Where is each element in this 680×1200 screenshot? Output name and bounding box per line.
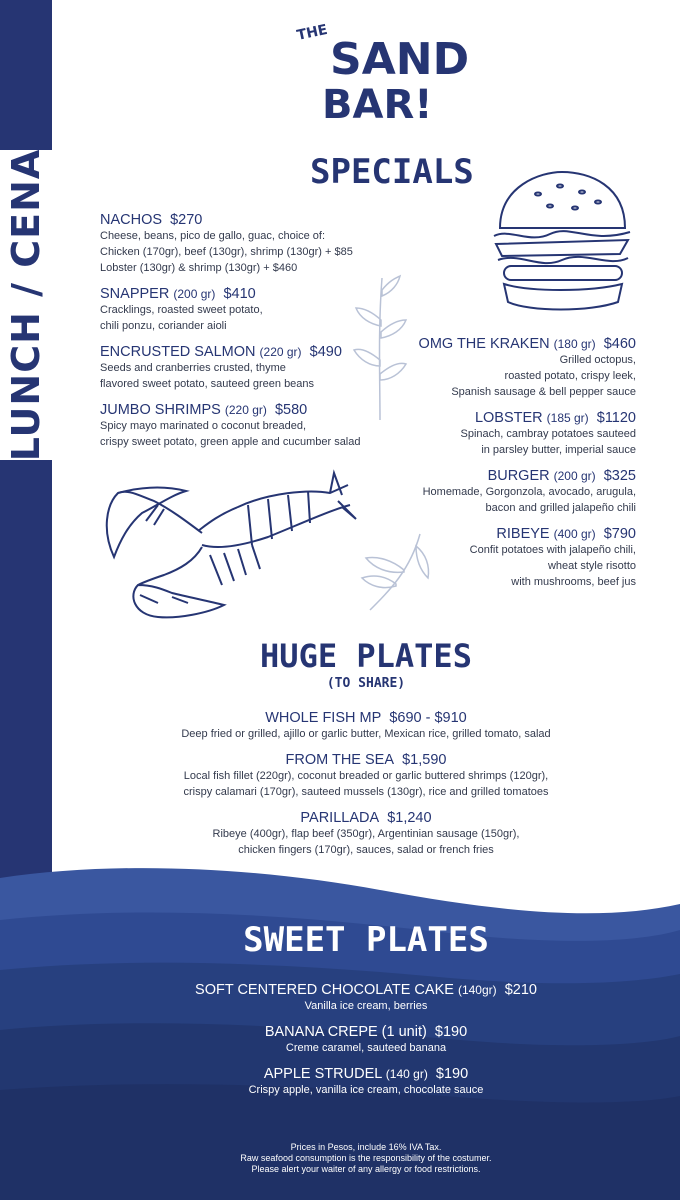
burger-illustration (490, 166, 635, 316)
footer-line: Raw seafood consumption is the responsibility of the costumer. (240, 1153, 492, 1163)
menu-item-salmon: ENCRUSTED SALMON (220 gr) $490 Seeds and cranberries crusted, thyme flavored sweet potato, sauteed green beans (100, 344, 342, 390)
brand-logo (290, 12, 470, 130)
menu-item-lobster: LOBSTER (185 gr) $1120 Spinach, cambray potatoes sauteed in parsley butter, imperial sauce (460, 410, 636, 456)
footer-line: Please alert your waiter of any allergy or food restrictions. (251, 1164, 481, 1174)
sidebar-label: LUNCH / CENA (4, 148, 48, 462)
menu-item-nachos: NACHOS $270 Cheese, beans, pico de gallo, guac, choice of: Chicken (170gr), beef (130gr), shrimp (130gr) + $85 Lobster (130gr) & shrimp (130gr) + $460 (100, 212, 353, 274)
menu-item-banana-crepe: BANANA CREPE (1 unit) $190 Creme caramel, sauteed banana (264, 1024, 468, 1054)
huge-plates-title: HUGE PLATES (260, 637, 472, 675)
logo-the: THE (295, 21, 330, 44)
specials-title: SPECIALS (310, 152, 474, 192)
menu-item-apple-strudel: APPLE STRUDEL (140 gr) $190 Crispy apple, vanilla ice cream, chocolate sauce (248, 1066, 484, 1096)
menu-item-snapper: SNAPPER (200 gr) $410 Cracklings, roasted sweet potato, chili ponzu, coriander aioli (100, 286, 263, 332)
footer-notes (52, 1142, 680, 1175)
menu-item-burger: BURGER (200 gr) $325 Homemade, Gorgonzola, avocado, arugula, bacon and grilled jalapeño chili (422, 468, 636, 514)
huge-plates-subtitle: (TO SHARE) (326, 676, 406, 691)
menu-item-jumbo-shrimps: JUMBO SHRIMPS (220 gr) $580 Spicy mayo marinated o coconut breaded, crispy sweet potato, green apple and cucumber salad (100, 402, 361, 448)
menu-item-parillada: PARILLADA $1,240 Ribeye (400gr), flap beef (350gr), Argentinian sausage (150gr), chicken fingers (170gr), sauces, salad or french fries (212, 810, 520, 856)
menu-item-ribeye: RIBEYE (400 gr) $790 Confit potatoes with jalapeño chili, wheat style risotto with mushrooms, beef jus (469, 526, 636, 588)
leaf-sprig-icon (360, 530, 435, 615)
sweet-plates-title: SWEET PLATES (243, 920, 489, 960)
menu-item-kraken: OMG THE KRAKEN (180 gr) $460 Grilled octopus, roasted potato, crispy leek, Spanish sausage & bell pepper sauce (418, 336, 636, 398)
menu-item-chocolate-cake: SOFT CENTERED CHOCOLATE CAKE (140gr) $210 Vanilla ice cream, berries (195, 982, 537, 1012)
leaf-sprig-icon (350, 270, 410, 425)
logo-bar: BAR! (322, 82, 433, 128)
lobster-illustration (98, 465, 360, 623)
menu-item-whole-fish: WHOLE FISH MP $690 - $910 Deep fried or grilled, ajillo or garlic butter, Mexican rice, grilled tomato, salad (181, 710, 551, 740)
footer-line: Prices in Pesos, include 16% IVA Tax. (290, 1142, 442, 1152)
menu-item-from-the-sea: FROM THE SEA $1,590 Local fish fillet (220gr), coconut breaded or garlic buttered shrimps (120gr), crispy calamari (170gr), sauteed mussels (130gr), rice and grilled tomatoes (183, 752, 549, 798)
logo-sand: SAND (330, 34, 470, 85)
